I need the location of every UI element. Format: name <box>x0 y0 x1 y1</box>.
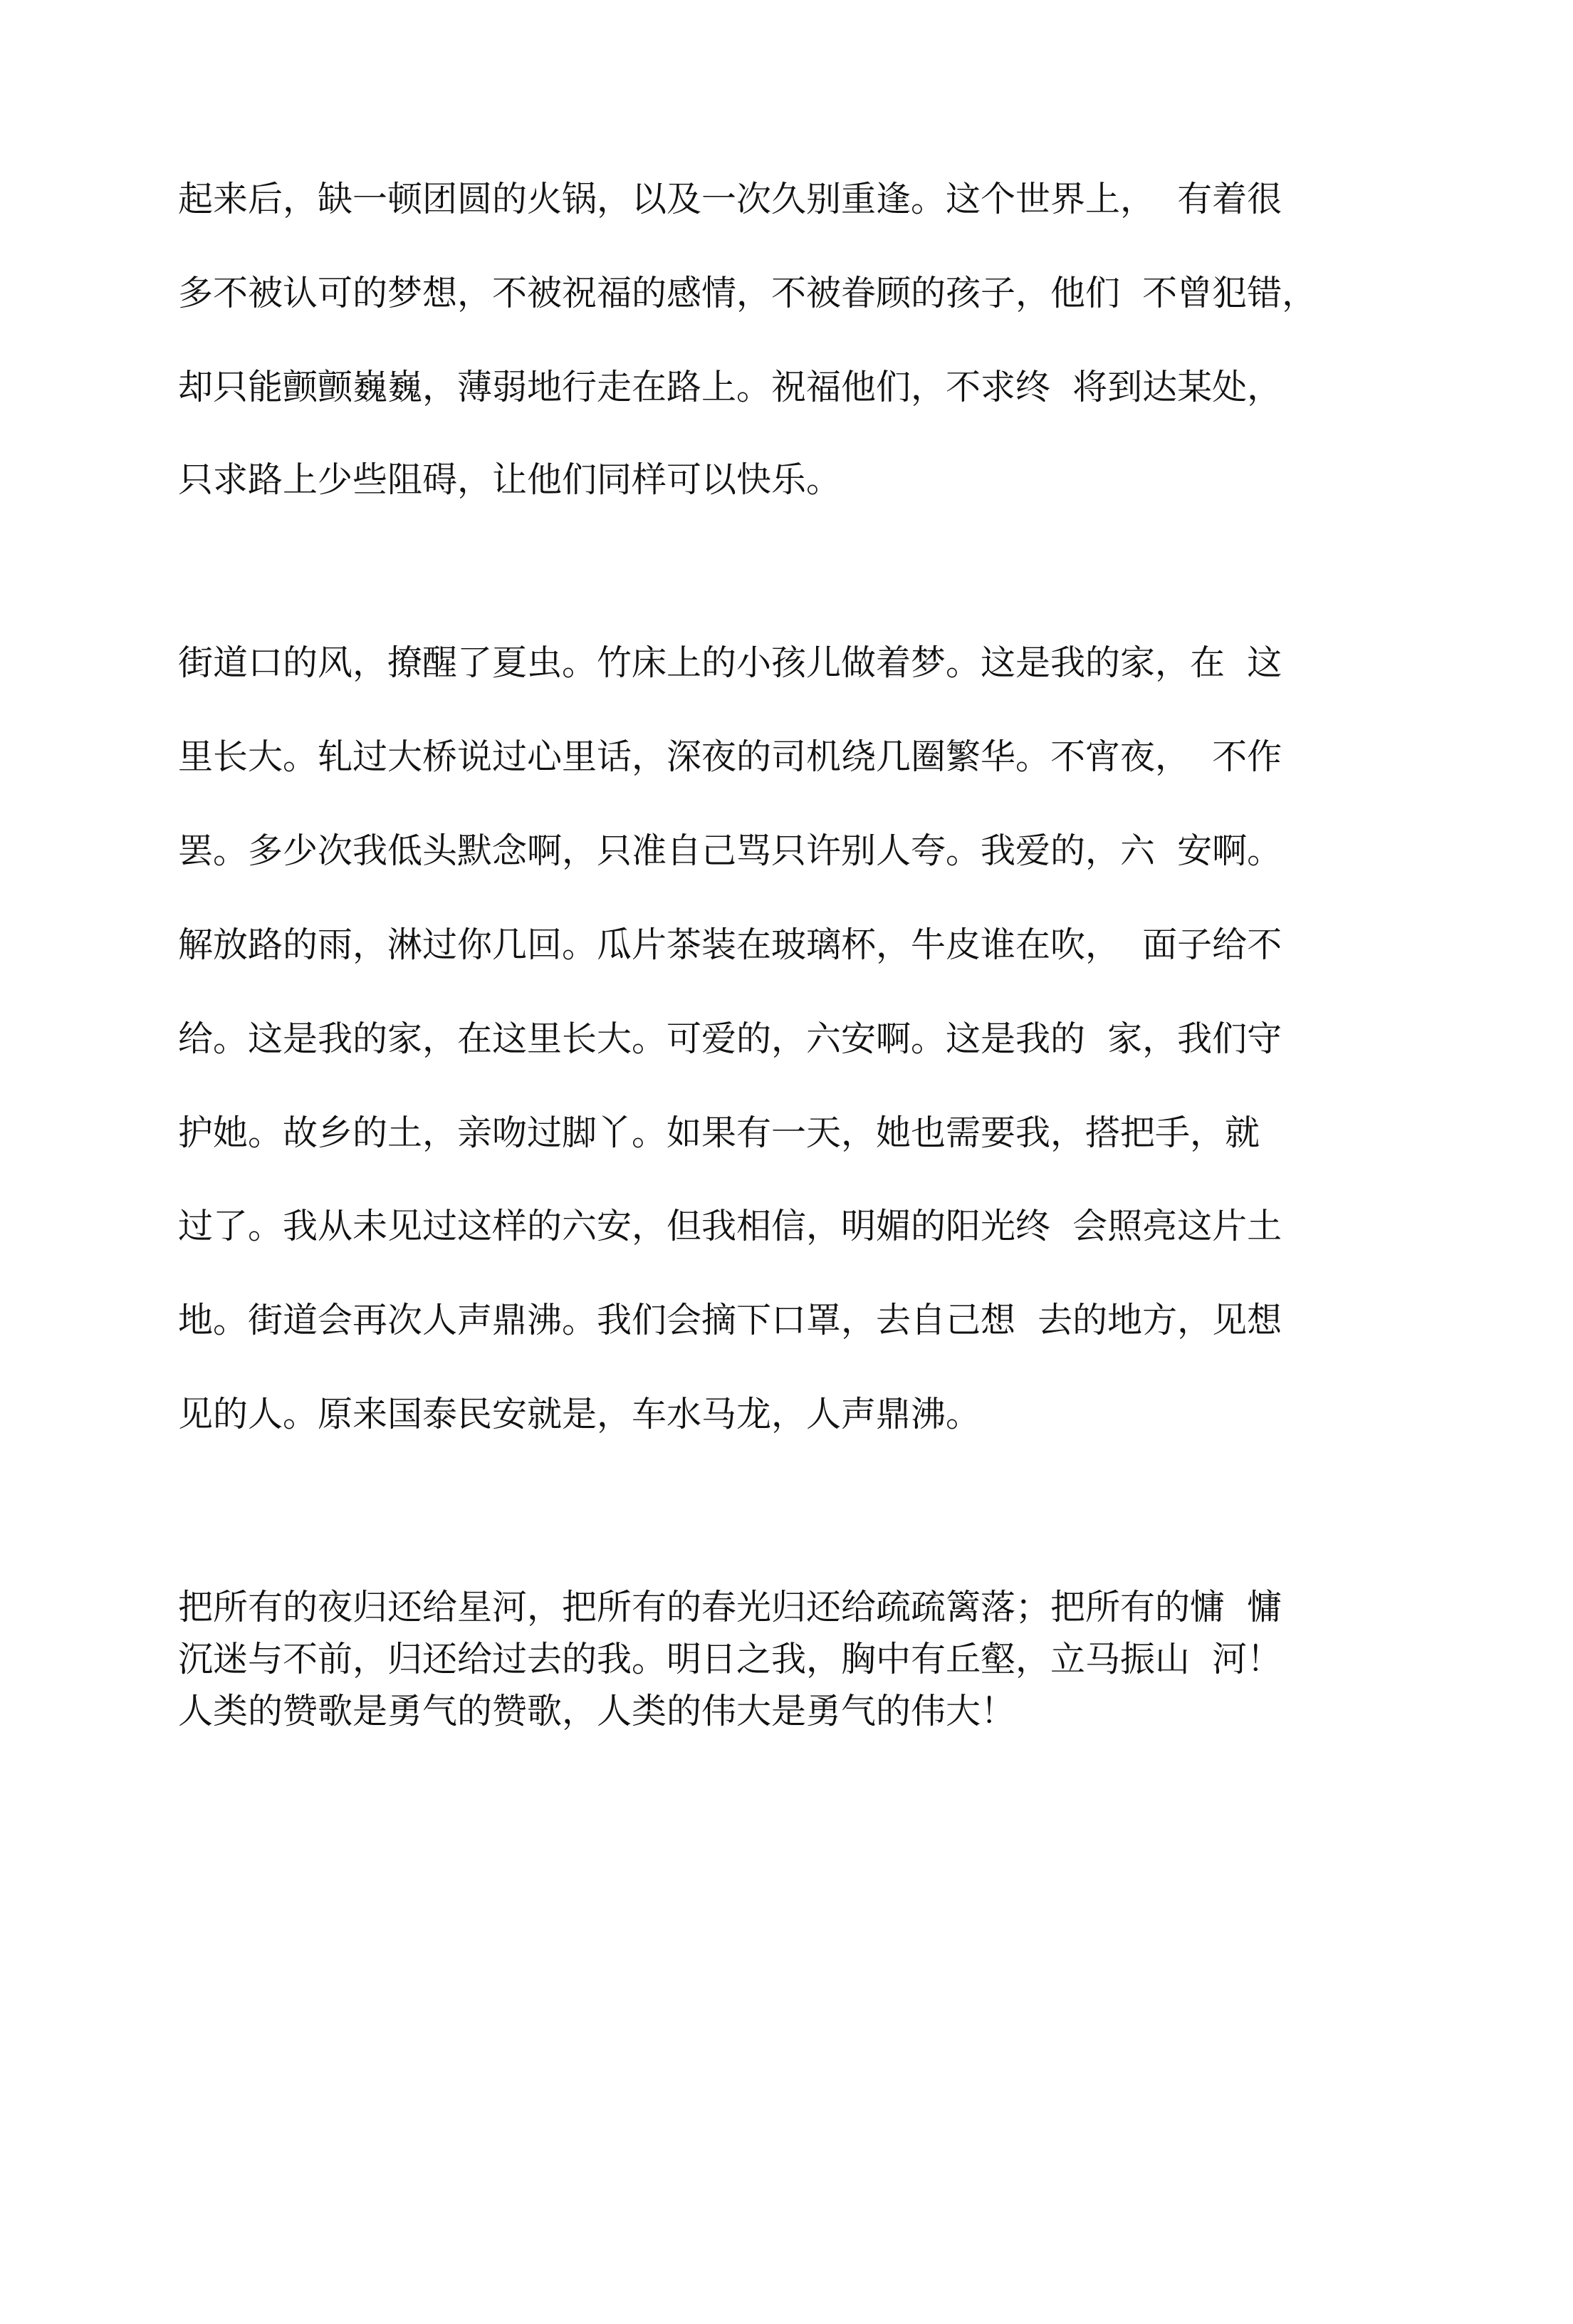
text-line: 只求路上少些阻碍，让他们同样可以快乐。 <box>178 459 842 500</box>
text-line: 人类的赞歌是勇气的赞歌，人类的伟大是勇气的伟大！ <box>178 1691 1016 1731</box>
text-line: 给。这是我的家，在这里长大。可爱的，六安啊。这是我的 家，我们守 <box>178 1018 1282 1059</box>
text-line: 见的人。原来国泰民安就是，车水马龙，人声鼎沸。 <box>178 1394 981 1434</box>
text-line: 地。街道会再次人声鼎沸。我们会摘下口罩，去自己想 去的地方，见想 <box>178 1300 1282 1340</box>
text-line: 把所有的夜归还给星河，把所有的春光归还给疏疏篱落；把所有的慵 慵 <box>178 1587 1282 1627</box>
text-line: 过了。我从未见过这样的六安，但我相信，明媚的阳光终 会照亮这片土 <box>178 1206 1282 1246</box>
text-line: 多不被认可的梦想，不被祝福的感情，不被眷顾的孩子，他们 不曾犯错， <box>178 273 1317 313</box>
text-line: 罢。多少次我低头默念啊，只准自己骂只许别人夸。我爱的，六 安啊。 <box>178 830 1282 871</box>
text-line: 护她。故乡的土，亲吻过脚丫。如果有一天，她也需要我，搭把手，就 <box>178 1113 1260 1153</box>
text-line: 却只能颤颤巍巍，薄弱地行走在路上。祝福他们，不求终 将到达某处， <box>178 367 1282 407</box>
text-line: 里长大。轧过大桥说过心里话，深夜的司机绕几圈繁华。不宵夜， 不作 <box>178 736 1282 777</box>
text-line: 解放路的雨，淋过你几回。瓜片茶装在玻璃杯，牛皮谁在吹， 面子给不 <box>178 924 1282 965</box>
text-line: 起来后，缺一顿团圆的火锅，以及一次久别重逢。这个世界上， 有着很 <box>178 179 1282 219</box>
text-line: 沉迷与不前，归还给过去的我。明日之我，胸中有丘壑，立马振山 河！ <box>178 1639 1282 1679</box>
text-line: 街道口的风，撩醒了夏虫。竹床上的小孩儿做着梦。这是我的家，在 这 <box>178 642 1282 683</box>
